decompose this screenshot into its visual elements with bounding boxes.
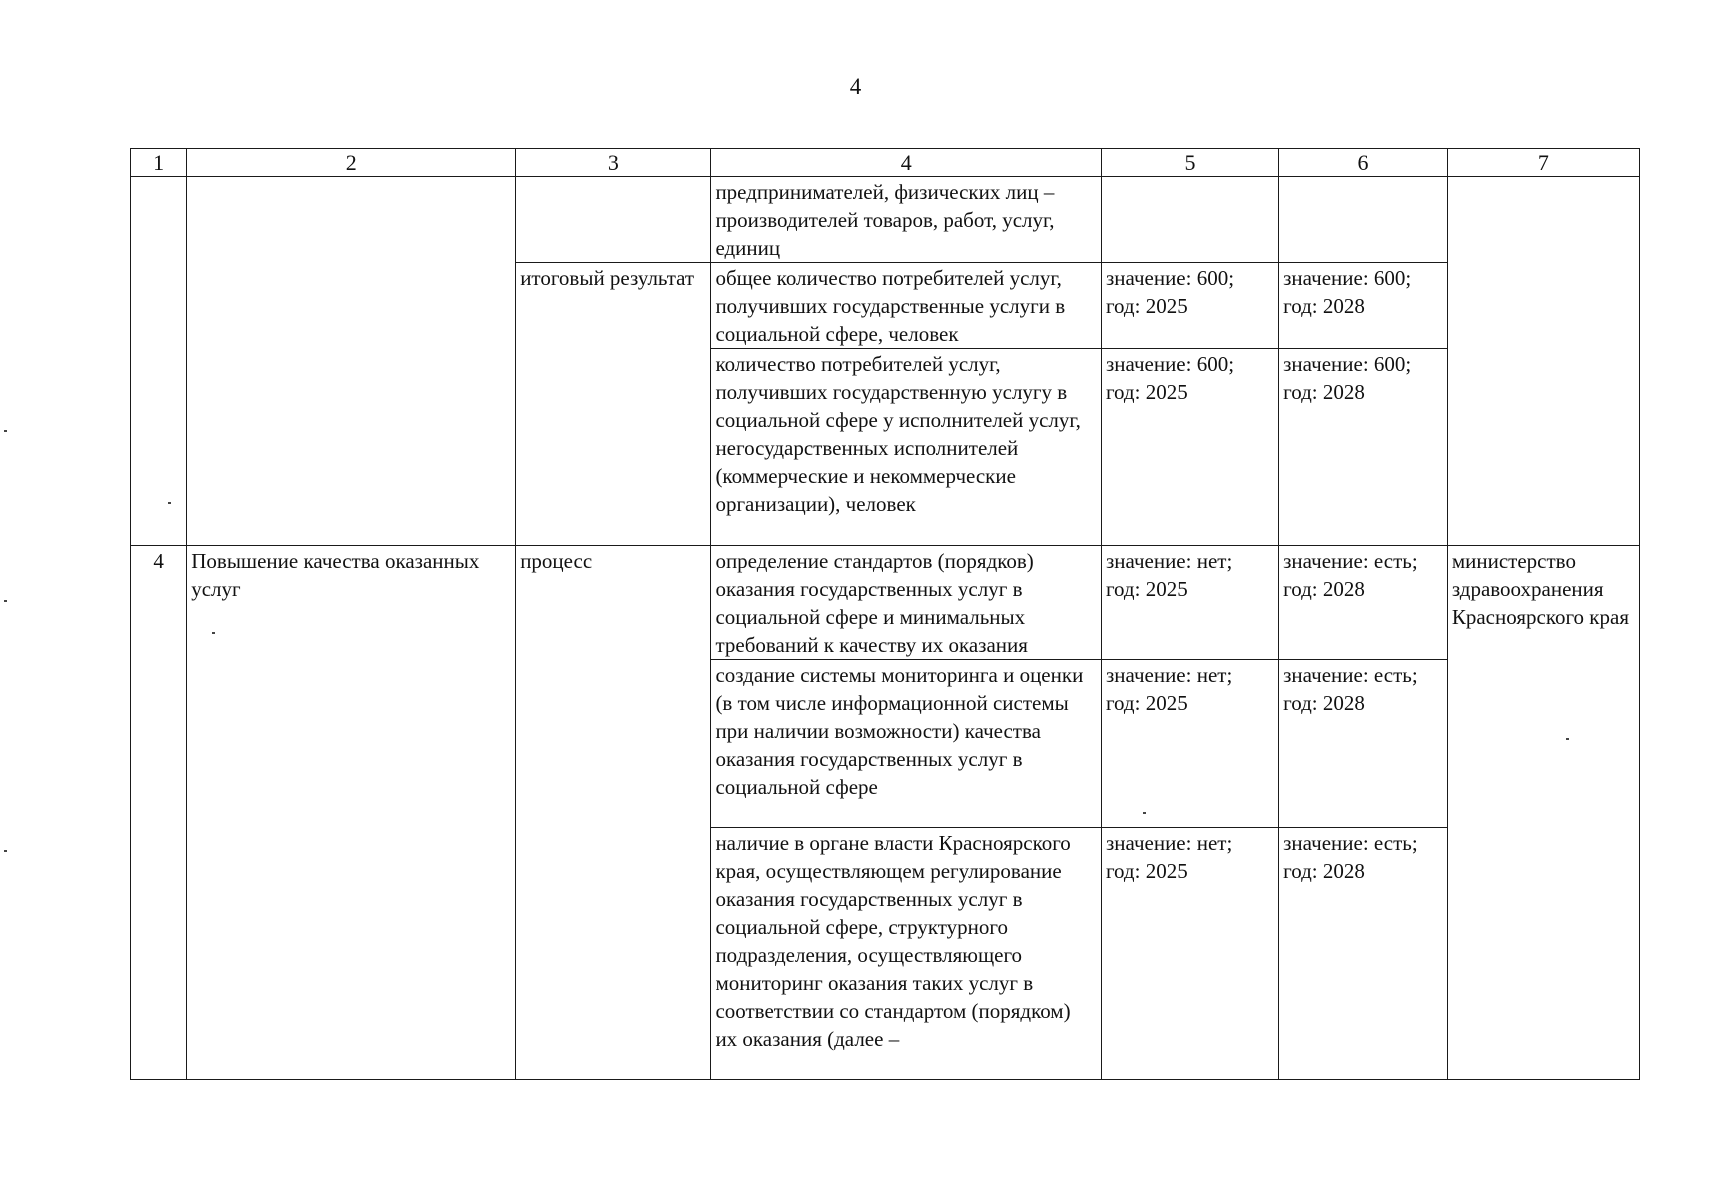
- header-col-4: 4: [711, 149, 1102, 177]
- target-value: значение: 600;: [1283, 266, 1412, 290]
- scan-speck: [1566, 738, 1569, 740]
- scan-speck: [4, 850, 7, 852]
- header-col-7: 7: [1447, 149, 1639, 177]
- target-value: значение: есть;: [1283, 549, 1418, 573]
- scan-speck: [168, 502, 171, 504]
- indicator-cell: определение стандартов (порядков) оказания государственных услуг в социальной сфере и минимальных требований к качеству их оказания: [711, 546, 1102, 660]
- indicator-cell: общее количество потребителей услуг, получивших государственные услуги в социальной сфере, человек: [711, 263, 1102, 349]
- task-cell: Повышение качества оказанных услуг: [187, 546, 516, 1080]
- base-value-cell: [1101, 828, 1278, 1080]
- scan-speck: [1143, 812, 1146, 814]
- scan-speck: [4, 600, 7, 602]
- indicator-cell: создание системы мониторинга и оценки (в том числе информационной системы при наличии возможности) качества оказания государственных услуг в социальной сфере: [711, 660, 1102, 828]
- target-year: год: 2028: [1283, 859, 1365, 883]
- responsible-cell: министерство здравоохранения Красноярского края: [1447, 546, 1639, 1080]
- header-col-1: 1: [131, 149, 187, 177]
- table-row: [131, 546, 1640, 660]
- indicator-cell: предпринимателей, физических лиц – производителей товаров, работ, услуг, единиц: [711, 177, 1102, 263]
- target-value-cell: [1279, 660, 1448, 828]
- responsible-cell: [1447, 177, 1639, 546]
- base-value-cell: [1101, 660, 1278, 828]
- base-value: значение: нет;: [1105, 831, 1233, 855]
- base-value-cell: [1101, 349, 1278, 546]
- base-value: значение: 600;: [1105, 266, 1235, 290]
- base-year: год: 2025: [1105, 294, 1188, 318]
- target-value-cell: [1279, 546, 1448, 660]
- base-year: год: 2025: [1105, 859, 1188, 883]
- task-cell: [187, 177, 516, 546]
- target-value-cell: [1279, 263, 1448, 349]
- base-year: год: 2025: [1105, 380, 1188, 404]
- header-row: [131, 149, 1640, 177]
- target-year: год: 2028: [1283, 294, 1365, 318]
- result-type-cell: итоговый результат: [516, 263, 711, 546]
- target-year: год: 2028: [1283, 380, 1365, 404]
- scan-speck: [212, 632, 215, 634]
- indicator-cell: количество потребителей услуг, получивших государственную услугу в социальной сфере у исполнителей услуг, негосударственных исполнителей (коммерческие и некоммерческие организации), человек: [711, 349, 1102, 546]
- base-value: значение: 600;: [1105, 352, 1235, 376]
- base-value: значение: нет;: [1105, 663, 1233, 687]
- base-year: год: 2025: [1105, 577, 1188, 601]
- table-row: [131, 177, 1640, 263]
- indicator-cell: наличие в органе власти Красноярского края, осуществляющем регулирование оказания государственных услуг в социальной сфере, структурного подразделения, осуществляющего мониторинг оказания таких услуг в соответствии со стандартом (порядком) их оказания (далее –: [711, 828, 1102, 1080]
- target-value: значение: есть;: [1283, 831, 1418, 855]
- target-value: значение: есть;: [1283, 663, 1418, 687]
- result-type-cell: [516, 177, 711, 263]
- base-value: значение: нет;: [1105, 549, 1233, 573]
- target-value-cell: [1279, 828, 1448, 1080]
- row-number-cell: [131, 177, 187, 546]
- base-value-cell: [1101, 546, 1278, 660]
- target-year: год: 2028: [1283, 577, 1365, 601]
- base-value-cell: [1101, 263, 1278, 349]
- scan-speck: [4, 430, 7, 432]
- target-value-cell: [1279, 177, 1448, 263]
- base-year: год: 2025: [1105, 691, 1188, 715]
- target-value: значение: 600;: [1283, 352, 1412, 376]
- header-col-2: 2: [187, 149, 516, 177]
- result-type-cell: процесс: [516, 546, 711, 1080]
- base-value-cell: [1101, 177, 1278, 263]
- target-year: год: 2028: [1283, 691, 1365, 715]
- target-value-cell: [1279, 349, 1448, 546]
- document-table: [130, 148, 1640, 1080]
- header-col-5: 5: [1101, 149, 1278, 177]
- page-number: 4: [849, 74, 862, 99]
- header-col-3: 3: [516, 149, 711, 177]
- header-col-6: 6: [1279, 149, 1448, 177]
- row-number-cell: 4: [131, 546, 187, 1080]
